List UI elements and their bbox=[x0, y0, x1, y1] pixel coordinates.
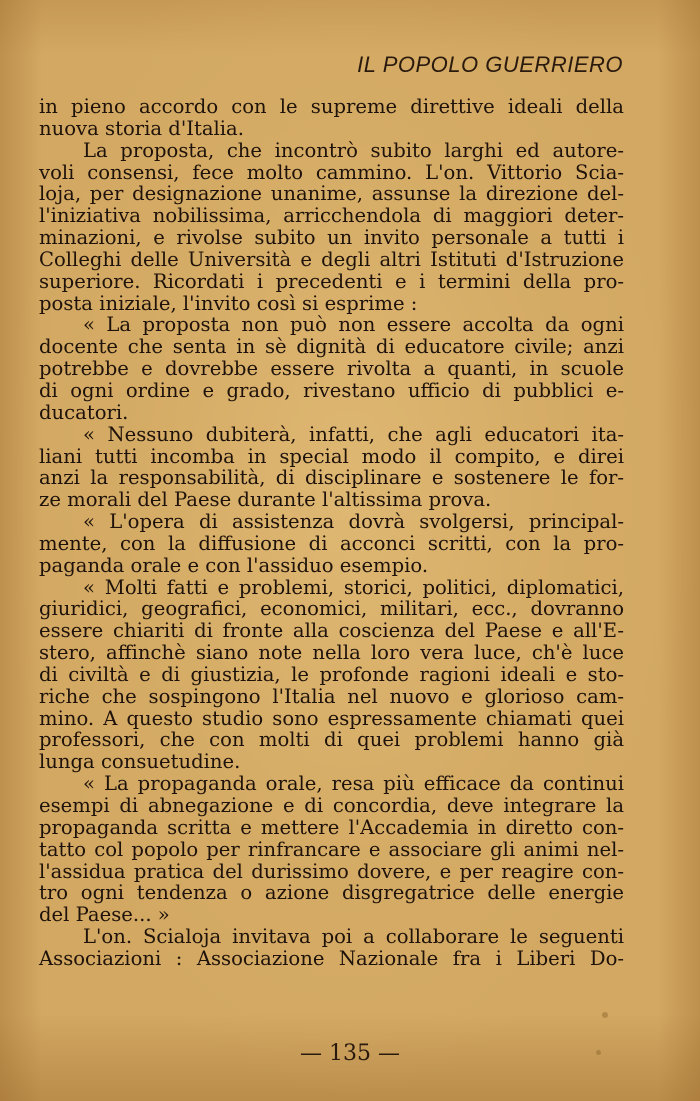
text-line: in pieno accordo con le supreme direttive ideali della bbox=[39, 95, 624, 118]
text-line: liani tutti incomba in special modo il compito, e direi bbox=[39, 444, 624, 468]
text-line: Colleghi delle Università e degli altri Istituti d'Istruzione bbox=[39, 247, 624, 271]
text-line: di ogni ordine e grado, rivestano ufficio di pubblici e- bbox=[39, 378, 624, 402]
text-line: « La propaganda orale, resa più efficace da continui bbox=[83, 772, 624, 796]
text-line: l'iniziativa nobilissima, arricchendola di maggiori deter- bbox=[39, 204, 624, 228]
text-line: lunga consuetudine. bbox=[39, 750, 241, 774]
text-line: potrebbe e dovrebbe essere rivolta a quanti, in scuole bbox=[39, 357, 624, 381]
text-line: giuridici, geografici, economici, militari, ecc., dovranno bbox=[39, 597, 624, 621]
text-line: tro ogni tendenza o azione disgregatrice delle energie bbox=[39, 881, 624, 905]
text-line: posta iniziale, l'invito così si esprime : bbox=[39, 291, 418, 315]
text-line: stero, affinchè siano note nella loro vera luce, ch'è luce bbox=[39, 641, 624, 665]
text-line: « Nessuno dubiterà, infatti, che agli educatori ita- bbox=[83, 422, 624, 446]
text-line: Associazioni : Associazione Nazionale fra i Liberi Do- bbox=[39, 946, 624, 970]
text-line: professori, che con molti di quei problemi hanno già bbox=[39, 728, 624, 752]
text-line: essere chiariti di fronte alla coscienza del Paese e all'E- bbox=[39, 619, 624, 643]
text-line: paganda orale e con l'assiduo esempio. bbox=[39, 553, 429, 577]
paper-stain bbox=[596, 1050, 601, 1055]
text-line: l'assidua pratica del durissimo dovere, e per reagire con- bbox=[39, 859, 624, 883]
text-line: docente che senta in sè dignità di educatore civile; anzi bbox=[39, 335, 624, 359]
text-line: superiore. Ricordati i precedenti e i termini della pro- bbox=[39, 269, 624, 293]
page-number: — 135 — bbox=[300, 1041, 400, 1066]
text-line: ze morali del Paese durante l'altissima prova. bbox=[39, 488, 492, 512]
text-line: ducatori. bbox=[39, 400, 129, 424]
text-line: nuova storia d'Italia. bbox=[39, 116, 244, 140]
text-line: tatto col popolo per rinfrancare e associare gli animi nel- bbox=[39, 837, 624, 861]
text-line: La proposta, che incontrò subito larghi ed autore- bbox=[83, 138, 624, 162]
text-line: L'on. Scialoja invitava poi a collaborare le seguenti bbox=[83, 925, 624, 949]
text-line: del Paese... » bbox=[39, 903, 170, 927]
text-line: mente, con la diffusione di acconci scritti, con la pro- bbox=[39, 531, 624, 555]
text-line: « La proposta non può non essere accolta da ogni bbox=[83, 313, 624, 337]
text-line: « Molti fatti e problemi, storici, politici, diplomatici, bbox=[83, 575, 624, 599]
running-head: IL POPOLO GUERRIERO bbox=[357, 52, 623, 77]
text-line: mino. A questo studio sono espressamente chiamati quei bbox=[39, 706, 624, 730]
text-line: propaganda scritta e mettere l'Accademia in diretto con- bbox=[39, 815, 624, 839]
text-line: voli consensi, fece molto cammino. L'on. Vittorio Scia- bbox=[39, 160, 624, 184]
text-line: di civiltà e di giustizia, le profonde ragioni ideali e sto- bbox=[39, 662, 624, 686]
text-line: riche che sospingono l'Italia nel nuovo e glorioso cam- bbox=[39, 684, 624, 708]
text-line: loja, per designazione unanime, assunse la direzione del- bbox=[39, 182, 624, 206]
text-line: « L'opera di assistenza dovrà svolgersi, principal- bbox=[83, 510, 624, 534]
paper-stain bbox=[602, 1012, 608, 1018]
text-line: anzi la responsabilità, di disciplinare e sostenere le for- bbox=[39, 466, 624, 490]
text-line: esempi di abnegazione e di concordia, deve integrare la bbox=[39, 794, 624, 817]
body-text bbox=[39, 96, 624, 970]
text-line: minazioni, e rivolse subito un invito personale a tutti i bbox=[39, 226, 624, 250]
